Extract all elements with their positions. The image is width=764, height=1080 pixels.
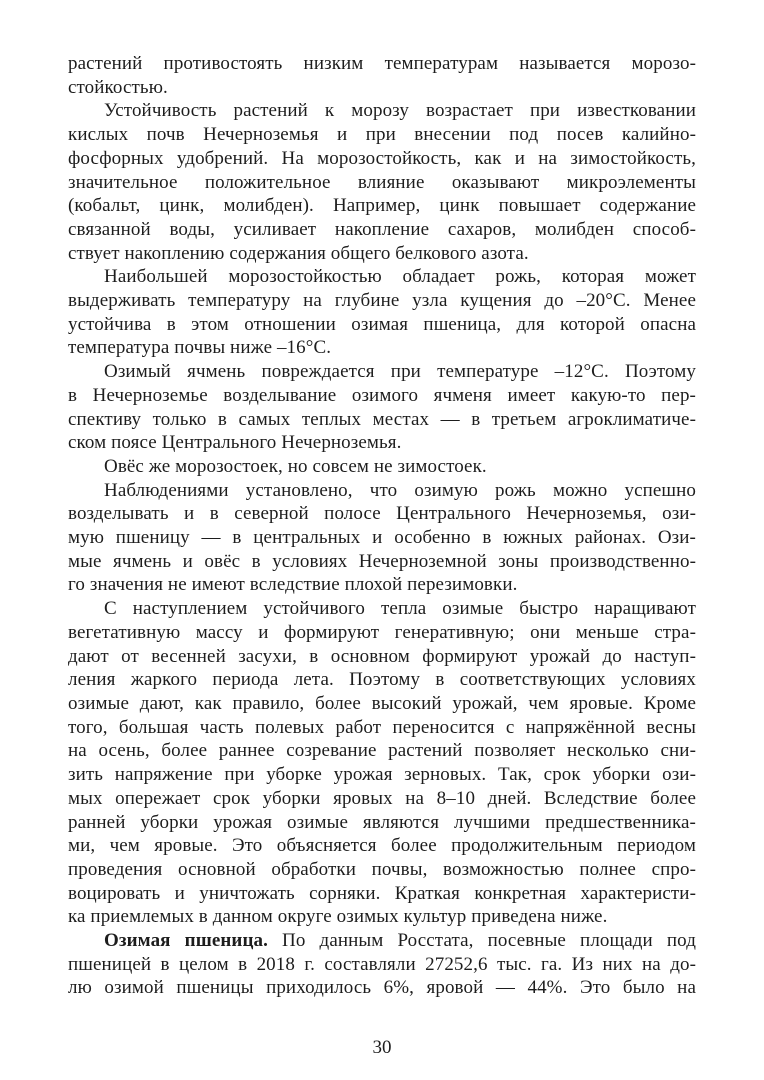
text-line: фосфорных удобрений. На морозостойкость, как и на зимостойкость, [68, 147, 696, 169]
text-line: ствует накоплению содержания общего белкового азота. [68, 242, 529, 264]
text-line: мые ячмень и овёс в условиях Нечерноземной зоны производственно- [68, 550, 696, 572]
paragraph [68, 52, 696, 99]
paragraph [68, 929, 696, 1000]
text-line: (кобальт, цинк, молибден). Например, цинк повышает содержание [68, 195, 696, 217]
text-line: проведения основной обработки почвы, возможностью полнее спро- [68, 858, 696, 880]
text-line: вегетативную массу и формируют генеративную; они меньше стра- [68, 621, 696, 643]
paragraph [68, 479, 696, 598]
paragraph [68, 265, 696, 360]
text-line: Озимый ячмень повреждается при температуре –12°С. Поэтому [104, 361, 696, 383]
text-line: в Нечерноземье возделывание озимого ячменя имеет какую-то пер- [68, 384, 696, 406]
text-line: Овёс же морозостоек, но совсем не зимостоек. [104, 455, 487, 477]
text-line: спективу только в самых теплых местах — в третьем агроклиматиче- [68, 408, 696, 430]
text-line: растений противостоять низким температурам называется морозо- [68, 53, 696, 74]
text-line: ления жаркого периода лета. Поэтому в соответствующих условиях [68, 669, 696, 691]
text-line: озимые дают, как правило, более высокий урожай, чем яровые. Кроме [68, 692, 696, 714]
text-line: того, большая часть полевых работ переносится с напряжённой весны [68, 716, 696, 738]
page-number: 30 [372, 1037, 392, 1058]
text-line: на осень, более раннее созревание растений позволяет несколько сни- [68, 740, 696, 762]
paragraph [68, 597, 696, 929]
paragraph [68, 99, 696, 265]
text-line: выдерживать температуру на глубине узла кущения до –20°С. Менее [68, 290, 696, 312]
text-line: Озимая пшеница. По данным Росстата, посевные площади под [104, 930, 696, 952]
text-line: возделывать и в северной полосе Центрального Нечерноземья, ози- [68, 503, 696, 525]
text-line: ми, чем яровые. Это объясняется более продолжительным периодом [68, 835, 696, 857]
text-line: Наибольшей морозостойкостью обладает рожь, которая может [104, 266, 696, 288]
text-line: ка приемлемых в данном округе озимых культур приведена ниже. [68, 906, 608, 928]
text-line: значительное положительное влияние оказывают микроэлементы [68, 171, 696, 193]
text-line: воцировать и уничтожать сорняки. Краткая конкретная характеристи- [68, 882, 696, 904]
text-line: С наступлением устойчивого тепла озимые быстро наращивают [104, 598, 696, 620]
text-line: Наблюдениями установлено, что озимую рожь можно успешно [104, 479, 696, 501]
text-line: мую пшеницу — в центральных и особенно в южных районах. Ози- [68, 527, 696, 549]
text-line: зить напряжение при уборке урожая зерновых. Так, срок уборки ози- [68, 764, 696, 786]
paragraph [68, 360, 696, 455]
text-line: ском поясе Центрального Нечерноземья. [68, 432, 402, 454]
paragraph [68, 455, 696, 479]
text-line: го значения не имеют вследствие плохой перезимовки. [68, 574, 518, 596]
text-line: лю озимой пшеницы приходилось 6%, яровой — 44%. Это было на [68, 977, 696, 999]
text-line: мых опережает срок уборки яровых на 8–10 дней. Вследствие более [68, 787, 696, 809]
paragraph-lead: Озимая пшеница. [104, 930, 283, 952]
text-block [68, 52, 696, 1000]
text-line: устойчива в этом отношении озимая пшеница, для которой опасна [68, 313, 696, 335]
text-line: связанной воды, усиливает накопление сахаров, молибден способ- [68, 218, 696, 240]
text-line: температура почвы ниже –16°С. [68, 337, 332, 359]
text-line: кислых почв Нечерноземья и при внесении под посев калийно- [68, 124, 696, 146]
text-line: стойкостью. [68, 76, 168, 98]
text-line: ранней уборки урожая озимые являются лучшими предшественника- [68, 811, 696, 833]
text-line: пшеницей в целом в 2018 г. составляли 27252,6 тыс. га. Из них на до- [68, 953, 696, 975]
text-line: дают от весенней засухи, в основном формируют урожай до наступ- [68, 645, 696, 667]
text-line: Устойчивость растений к морозу возрастает при известковании [104, 100, 696, 122]
